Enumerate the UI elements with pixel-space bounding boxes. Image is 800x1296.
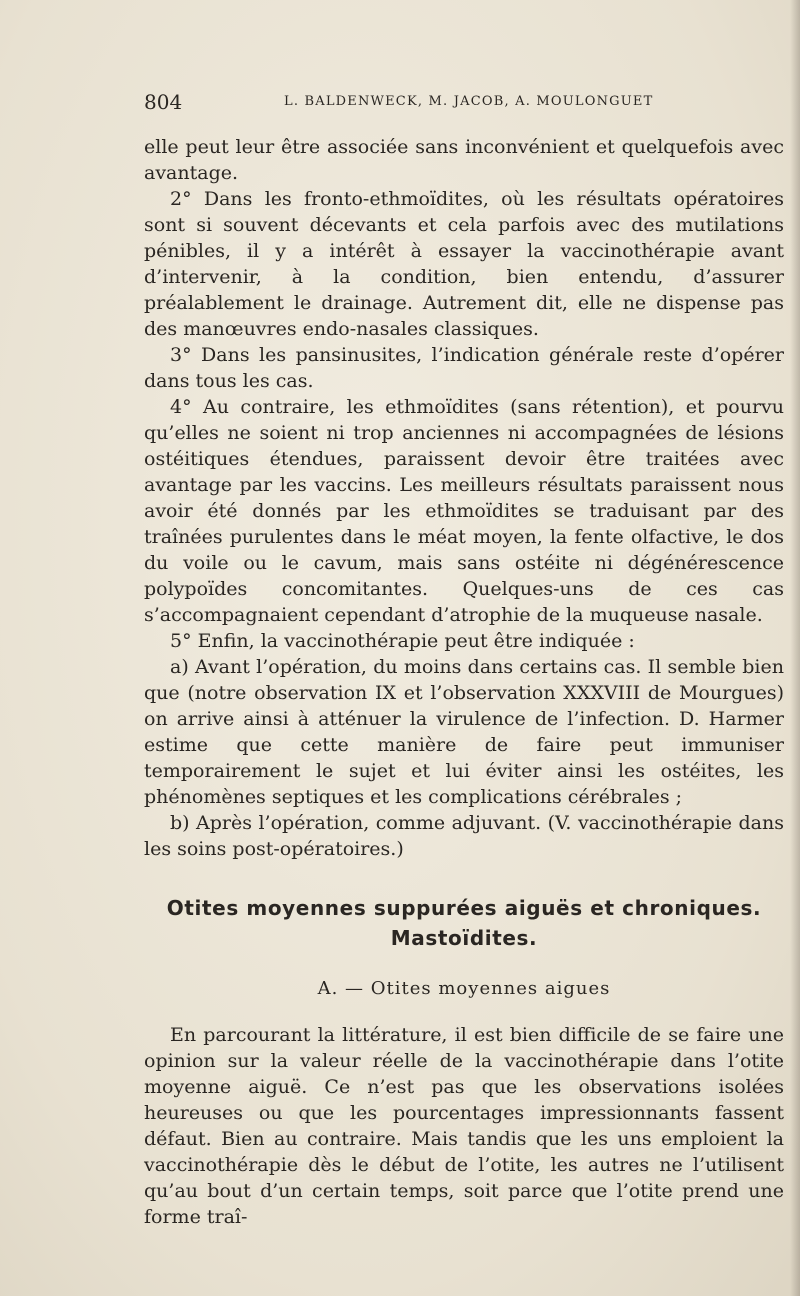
paragraph: 3° Dans les pansinusites, l’indication générale reste d’opérer dans tous les cas. bbox=[144, 344, 784, 392]
page-number: 804 bbox=[144, 90, 183, 114]
paragraph: a) Avant l’opération, du moins dans certains cas. Il semble bien que (notre observation IX et l’observation XXXVIII de Mourgues) on arrive ainsi à atténuer la virulence de l’infection. D. Harmer estime que cette manière de faire peut immuniser temporairement le sujet et lui éviter ainsi les ostéites, les phénomènes septiques et les complications cérébrales ; bbox=[144, 656, 784, 808]
section-title bbox=[144, 893, 784, 953]
section-title-line: Mastoïdites. bbox=[390, 926, 538, 950]
running-head: L. BALDENWECK, M. JACOB, A. MOULONGUET bbox=[284, 94, 654, 109]
paragraph: b) Après l’opération, comme adjuvant. (V. vaccinothérapie dans les soins post-opératoires.) bbox=[144, 812, 784, 860]
page-edge-shadow bbox=[790, 0, 800, 1296]
paragraph: 4° Au contraire, les ethmoïdites (sans rétention), et pourvu qu’elles ne soient ni trop anciennes ni accompagnées de lésions ostéitiques étendues, paraissent devoir être traitées avec avantage par les vaccins. Les meilleurs résultats paraissent nous avoir été donnés par les ethmoïdites se traduisant par des traînées purulentes dans le méat moyen, la fente olfactive, le dos du voile ou le cavum, mais sans ostéite ni dégénérescence polypoïdes concomitantes. Quelques-uns de ces cas s’accompagnaient cependant d’atrophie de la muqueuse nasale. bbox=[144, 396, 784, 626]
text-block-upper bbox=[144, 134, 784, 862]
page-header bbox=[144, 90, 784, 120]
text-block-lower bbox=[144, 1022, 784, 1230]
section-title-line: Otites moyennes suppurées aiguës et chroniques. bbox=[166, 896, 762, 920]
paragraph: elle peut leur être associée sans inconvénient et quelquefois avec avantage. bbox=[144, 136, 784, 184]
paragraph: 5° Enfin, la vaccinothérapie peut être indiquée : bbox=[170, 630, 635, 652]
paragraph: En parcourant la littérature, il est bien difficile de se faire une opinion sur la valeur réelle de la vaccinothérapie dans l’otite moyenne aiguë. Ce n’est pas que les observations isolées heureuses ou que les pourcentages impressionnants fassent défaut. Bien au contraire. Mais tandis que les uns emploient la vaccinothérapie dès le début de l’otite, les autres ne l’utilisent qu’au bout d’un certain temps, soit parce que l’otite prend une forme traî- bbox=[144, 1024, 784, 1228]
subsection-title: A. — Otites moyennes aigues bbox=[317, 978, 611, 999]
paragraph: 2° Dans les fronto-ethmoïdites, où les résultats opératoires sont si souvent décevants et cela parfois avec des mutilations pénibles, il y a intérêt à essayer la vaccinothérapie avant d’intervenir, à la condition, bien entendu, d’assurer préalablement le drainage. Autrement dit, elle ne dispense pas des manœuvres endo-nasales classiques. bbox=[144, 188, 784, 340]
